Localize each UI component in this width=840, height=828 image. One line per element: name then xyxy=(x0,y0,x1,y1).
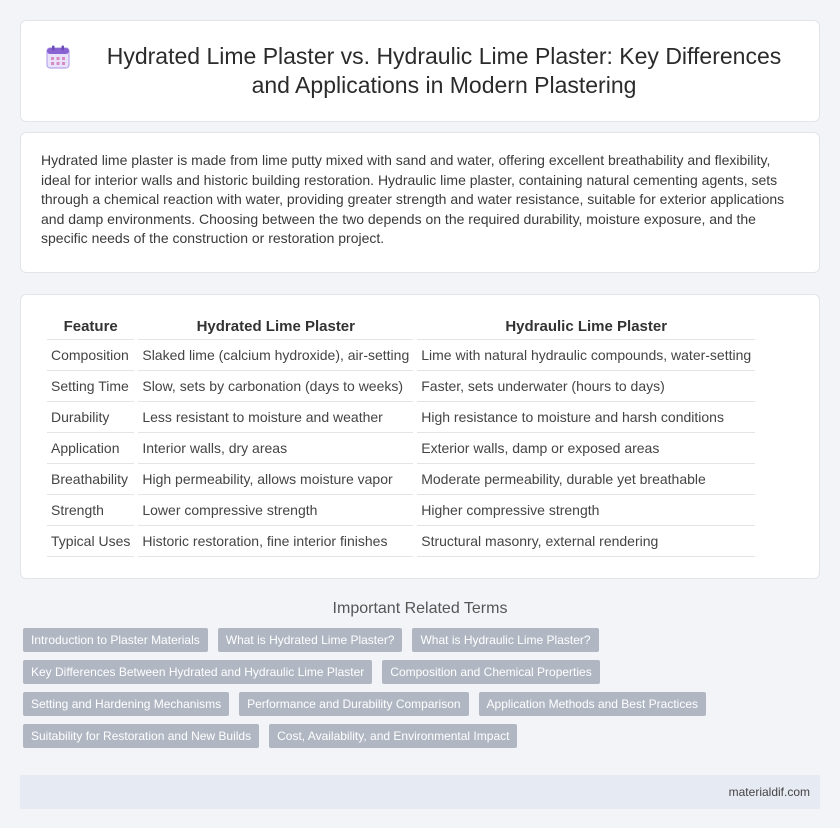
table-row xyxy=(47,402,755,433)
table-cell: Slaked lime (calcium hydroxide), air-setting xyxy=(138,340,413,371)
comparison-table xyxy=(43,315,759,557)
feature-cell: Durability xyxy=(47,402,134,433)
related-term-tag[interactable]: Composition and Chemical Properties xyxy=(382,660,599,684)
feature-cell: Breathability xyxy=(47,464,134,495)
feature-cell: Setting Time xyxy=(47,371,134,402)
related-term-tag[interactable]: Suitability for Restoration and New Builds xyxy=(23,724,259,748)
title-card xyxy=(20,20,820,122)
intro-card xyxy=(20,132,820,273)
table-row xyxy=(47,433,755,464)
table-body xyxy=(47,340,755,557)
related-terms-list xyxy=(20,628,820,756)
footer-site[interactable]: materialdif.com xyxy=(728,785,810,799)
column-header: Hydraulic Lime Plaster xyxy=(417,315,755,340)
table-cell: Interior walls, dry areas xyxy=(138,433,413,464)
table-cell: Less resistant to moisture and weather xyxy=(138,402,413,433)
page-title: Hydrated Lime Plaster vs. Hydraulic Lime Plaster: Key Differences and Applications in Modern Plastering xyxy=(106,43,782,98)
table-cell: Slow, sets by carbonation (days to weeks) xyxy=(138,371,413,402)
table-header-row xyxy=(47,315,755,340)
table-cell: Higher compressive strength xyxy=(417,495,755,526)
table-cell: Structural masonry, external rendering xyxy=(417,526,755,557)
related-term-tag[interactable]: Application Methods and Best Practices xyxy=(479,692,706,716)
related-term-tag[interactable]: Cost, Availability, and Environmental Impact xyxy=(269,724,517,748)
related-terms-title: Important Related Terms xyxy=(332,600,508,617)
feature-cell: Application xyxy=(47,433,134,464)
intro-paragraph: Hydrated lime plaster is made from lime putty mixed with sand and water, offering excellent breathability and flexibility, ideal for interior walls and historic building restoration. Hydraulic lime plaster, containing natural cementing agents, sets through a chemical reaction with water, providing greater strength and water resistance, suitable for exterior applications and damp environments. Choosing between the two depends on the required durability, moisture exposure, and the specific needs of the construction or restoration project. xyxy=(41,152,785,247)
table-row xyxy=(47,340,755,371)
related-term-tag[interactable]: Key Differences Between Hydrated and Hydraulic Lime Plaster xyxy=(23,660,372,684)
feature-cell: Composition xyxy=(47,340,134,371)
table-cell: Historic restoration, fine interior finishes xyxy=(138,526,413,557)
related-term-tag[interactable]: Performance and Durability Comparison xyxy=(239,692,468,716)
related-term-tag[interactable]: Introduction to Plaster Materials xyxy=(23,628,208,652)
footer xyxy=(20,775,820,809)
related-term-tag[interactable]: What is Hydraulic Lime Plaster? xyxy=(412,628,598,652)
table-row xyxy=(47,526,755,557)
related-term-tag[interactable]: What is Hydrated Lime Plaster? xyxy=(218,628,403,652)
feature-cell: Strength xyxy=(47,495,134,526)
feature-cell: Typical Uses xyxy=(47,526,134,557)
table-cell: Lime with natural hydraulic compounds, water-setting xyxy=(417,340,755,371)
table-cell: High resistance to moisture and harsh conditions xyxy=(417,402,755,433)
table-cell: Moderate permeability, durable yet breathable xyxy=(417,464,755,495)
related-term-tag[interactable]: Setting and Hardening Mechanisms xyxy=(23,692,229,716)
table-row xyxy=(47,371,755,402)
table-row xyxy=(47,495,755,526)
calendar-icon xyxy=(45,44,71,70)
column-header: Feature xyxy=(47,315,134,340)
column-header: Hydrated Lime Plaster xyxy=(138,315,413,340)
table-cell: Lower compressive strength xyxy=(138,495,413,526)
comparison-card xyxy=(20,294,820,579)
table-cell: Exterior walls, damp or exposed areas xyxy=(417,433,755,464)
table-cell: High permeability, allows moisture vapor xyxy=(138,464,413,495)
table-cell: Faster, sets underwater (hours to days) xyxy=(417,371,755,402)
table-row xyxy=(47,464,755,495)
